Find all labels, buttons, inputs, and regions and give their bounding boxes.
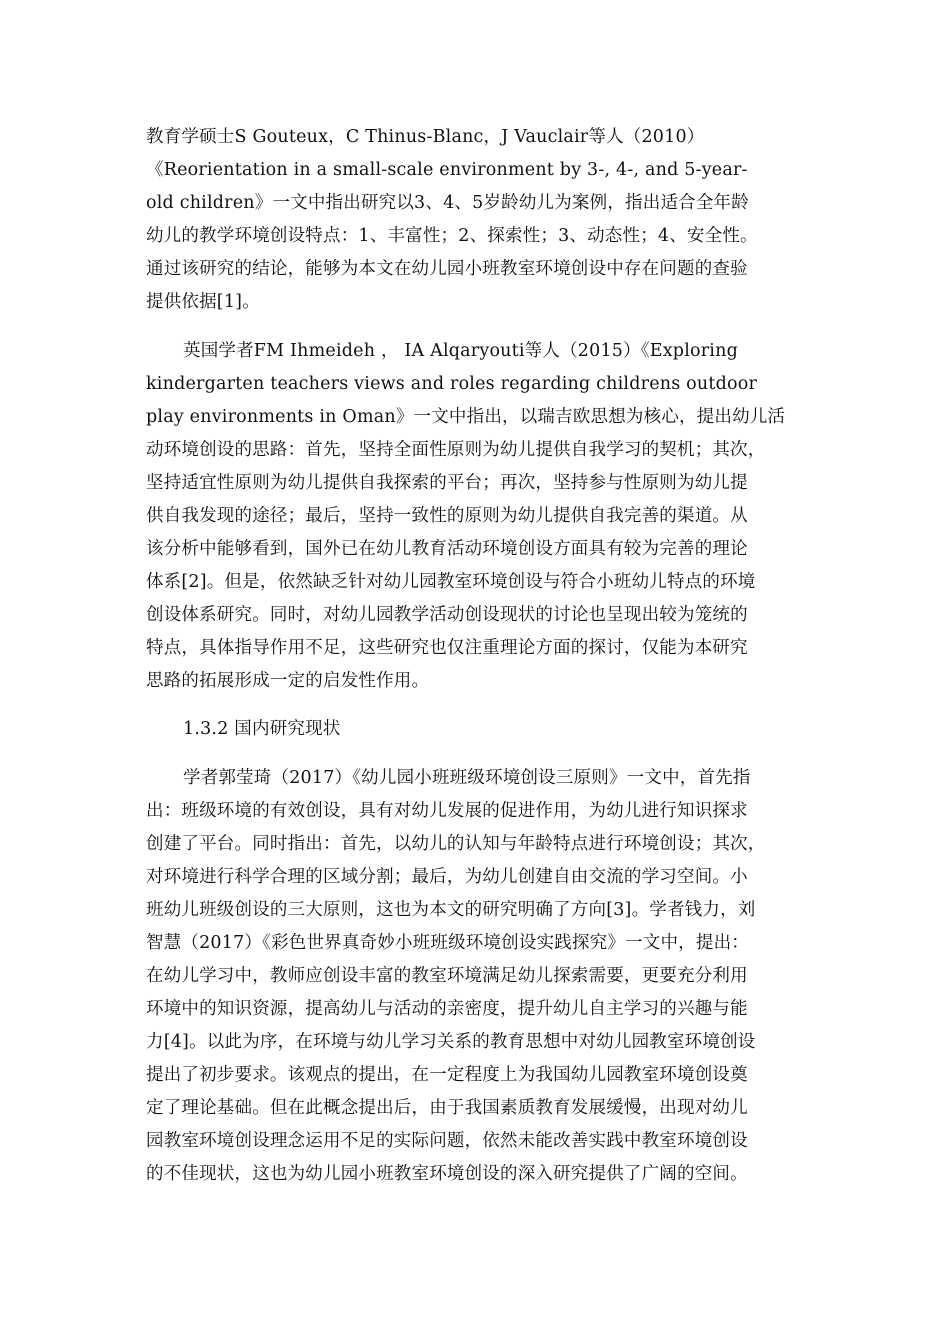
paragraph-line: 坚持适宜性原则为幼儿提供自我探索的平台；再次，坚持参与性原则为幼儿提 — [146, 473, 748, 493]
paragraph-line: 体系[2]。但是，依然缺乏针对幼儿园教室环境创设与符合小班幼儿特点的环境 — [146, 572, 756, 592]
paragraph-line: 环境中的知识资源，提高幼儿与活动的亲密度，提升幼儿自主学习的兴趣与能 — [146, 999, 748, 1019]
paragraph-line: 思路的拓展形成一定的启发性作用。 — [146, 671, 430, 691]
paragraph-line: 通过该研究的结论，能够为本文在幼儿园小班教室环境创设中存在问题的查验 — [146, 259, 748, 279]
section-heading: 1.3.2 国内研究现状 — [183, 719, 341, 739]
paragraph-line: 幼儿的教学环境创设特点：1、丰富性；2、探索性；3、动态性；4、安全性。 — [146, 226, 758, 246]
paragraph-line: 该分析中能够看到，国外已在幼儿教育活动环境创设方面具有较为完善的理论 — [146, 539, 748, 559]
paragraph-line: 学者郭莹琦（2017）《幼儿园小班班级环境创设三原则》一文中，首先指 — [183, 768, 751, 788]
paragraph-line: 英国学者FM Ihmeideh ， IA Alqaryouti等人（2015）《Exploring — [183, 341, 738, 361]
paragraph-line: 教育学硕士S Gouteux，C Thinus-Blanc，J Vauclair等人（2010） — [146, 127, 705, 147]
paragraph-line: 在幼儿学习中，教师应创设丰富的教室环境满足幼儿探索需要，更要充分利用 — [146, 966, 748, 986]
paragraph-line: 定了理论基础。但在此概念提出后，由于我国素质教育发展缓慢，出现对幼儿 — [146, 1098, 748, 1118]
paragraph-line: 提出了初步要求。该观点的提出，在一定程度上为我国幼儿园教室环境创设奠 — [146, 1065, 748, 1085]
paragraph-line: 班幼儿班级创设的三大原则，这也为本文的研究明确了方向[3]。学者钱力，刘 — [146, 900, 756, 920]
paragraph-line: 提供依据[1]。 — [146, 292, 260, 312]
paragraph-line: 创建了平台。同时指出：首先，以幼儿的认知与年龄特点进行环境创设；其次， — [146, 834, 766, 854]
paragraph-line: 动环境创设的思路：首先，坚持全面性原则为幼儿提供自我学习的契机；其次， — [146, 440, 766, 460]
paragraph-line: 《Reorientation in a small-scale environment by 3-, 4-, and 5-year- — [146, 160, 748, 180]
paragraph-line: 智慧（2017）《彩色世界真奇妙小班班级环境创设实践探究》一文中，提出： — [146, 933, 749, 953]
paragraph-line: 创设体系研究。同时，对幼儿园教学活动创设现状的讨论也呈现出较为笼统的 — [146, 605, 748, 625]
paragraph-line: play environments in Oman》一文中指出，以瑞吉欧思想为核心，提出幼儿活 — [146, 407, 786, 427]
paragraph-line: 供自我发现的途径；最后，坚持一致性的原则为幼儿提供自我完善的渠道。从 — [146, 506, 748, 526]
paragraph-line: kindergarten teachers views and roles regarding childrens outdoor — [146, 374, 758, 394]
paragraph-line: 园教室环境创设理念运用不足的实际问题，依然未能改善实践中教室环境创设 — [146, 1131, 748, 1151]
paragraph-line: old children》一文中指出研究以3、4、5岁龄幼儿为案例，指出适合全年龄 — [146, 193, 749, 213]
paragraph-line: 出：班级环境的有效创设，具有对幼儿发展的促进作用，为幼儿进行知识探求 — [146, 801, 748, 821]
paragraph-line: 对环境进行科学合理的区域分割；最后，为幼儿创建自由交流的学习空间。小 — [146, 867, 748, 887]
paragraph-line: 特点，具体指导作用不足，这些研究也仅注重理论方面的探讨，仅能为本研究 — [146, 638, 748, 658]
paragraph-line: 力[4]。以此为序，在环境与幼儿学习关系的教育思想中对幼儿园教室环境创设 — [146, 1032, 756, 1052]
paragraph-line: 的不佳现状，这也为幼儿园小班教室环境创设的深入研究提供了广阔的空间。 — [146, 1164, 748, 1184]
